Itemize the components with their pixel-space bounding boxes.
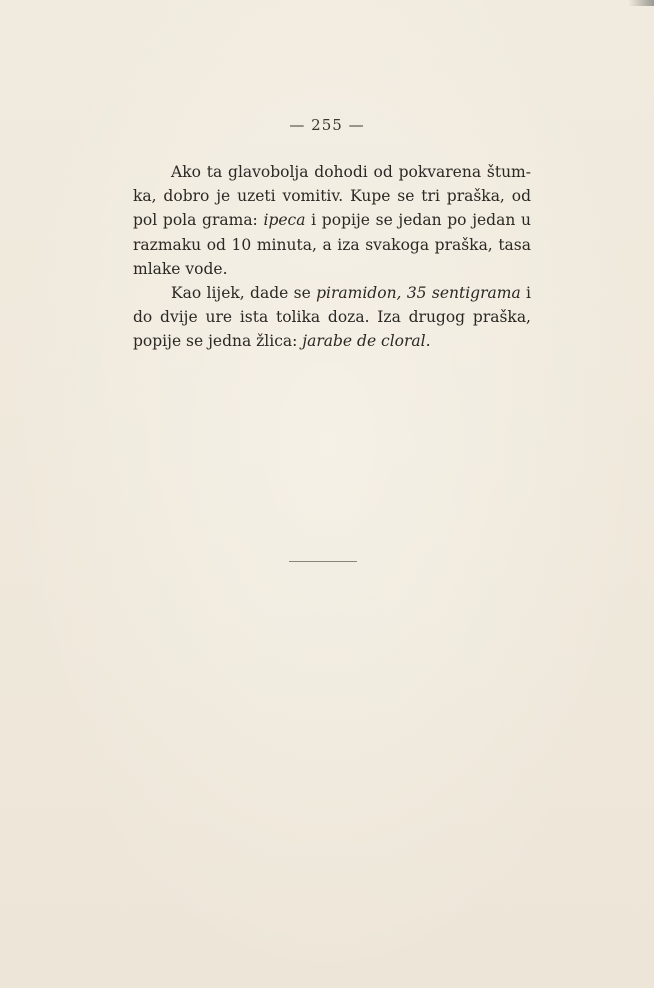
body-text [133, 160, 531, 354]
paragraph-1 [133, 160, 531, 281]
scan-edge-mark [628, 0, 654, 6]
page-number: — 255 — [289, 116, 365, 134]
paragraph-2-text-2: i do dvije ure ista tolika doza. Iza drugog praška, popije se jedna žlica: [133, 284, 532, 351]
paragraph-2-italic-piramidon: piramidon, 35 sentigrama [316, 284, 521, 303]
paragraph-1-text-2: i popije se jedan po jedan u razmaku od 10 minuta, a iza svakoga praška, tasa mlake vode. [133, 211, 531, 278]
paragraph-2-text-1: Kao lijek, dade se [171, 284, 317, 303]
paragraph-1-italic-ipeca: ipeca [263, 211, 306, 230]
paragraph-2-italic-jarabe: jarabe de cloral. [302, 332, 431, 351]
paragraph-2 [133, 281, 531, 354]
section-divider-rule [289, 561, 357, 562]
paragraph-1-text-1: Ako ta glavobolja dohodi od pokvarena štum-ka, dobro je uzeti vomitiv. Kupe se tri praška, od pol pola grama: [133, 163, 531, 230]
